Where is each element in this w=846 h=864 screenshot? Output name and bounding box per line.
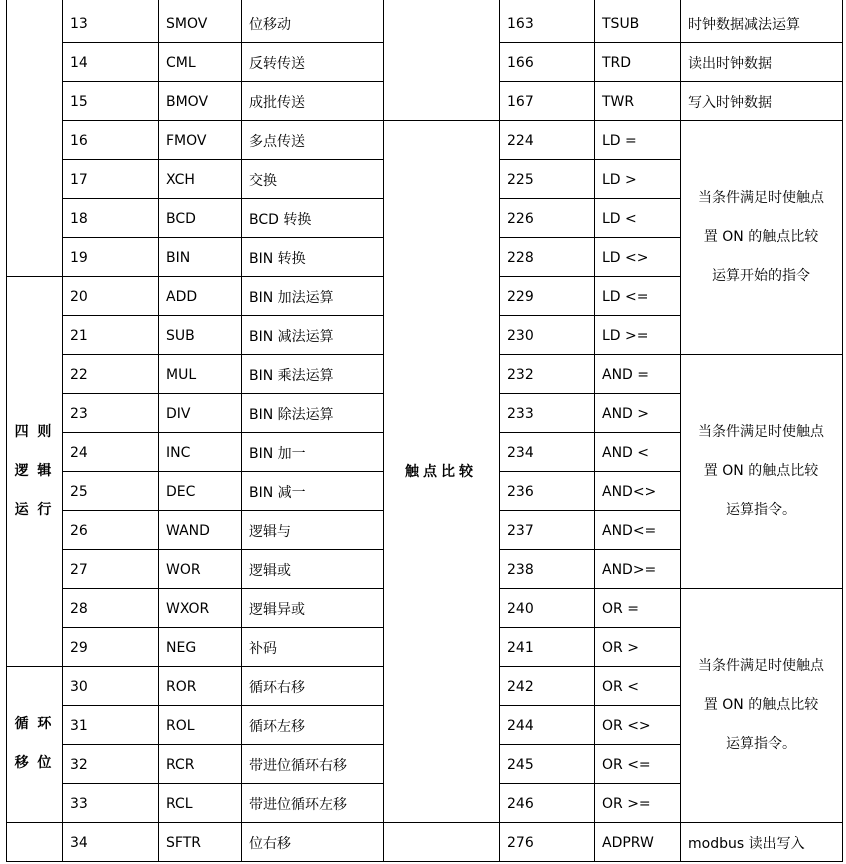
grid-line [842,0,843,862]
left-row-number: 23 [70,406,88,422]
left-row-description: 逻辑异或 [249,602,305,618]
grid-line [499,0,500,862]
grid-line [499,744,681,745]
left-row-mnemonic: XCH [166,172,195,188]
grid-line [62,237,384,238]
grid-line [499,549,681,550]
grid-line [680,354,843,355]
grid-line [680,0,681,862]
left-row-mnemonic: NEG [166,640,197,656]
right-row-number: 241 [507,640,534,656]
grid-line [499,588,681,589]
left-row-mnemonic: INC [166,445,191,461]
grid-line [241,0,242,862]
right-row-mnemonic: AND<> [602,484,657,500]
left-row-description: 补码 [249,641,277,657]
left-row-number: 20 [70,289,88,305]
grid-line [62,744,384,745]
left-row-description: 带进位循环左移 [249,797,347,813]
left-row-number: 16 [70,133,88,149]
grid-line [158,0,159,862]
grid-line [62,0,63,862]
right-row-number: 236 [507,484,534,500]
left-row-mnemonic: SUB [166,328,195,344]
grid-line [62,276,384,277]
grid-line [499,471,681,472]
left-row-description: 成批传送 [249,95,305,111]
grid-line [680,588,843,589]
left-row-number: 13 [70,16,88,32]
grid-line [594,0,595,862]
right-row-description: 读出时钟数据 [688,56,772,72]
right-row-mnemonic: AND > [602,406,650,422]
grid-line [680,81,843,82]
right-row-number: 224 [507,133,534,149]
left-row-number: 27 [70,562,88,578]
right-row-number: 238 [507,562,534,578]
right-row-number: 163 [507,16,534,32]
left-row-mnemonic: RCL [166,796,193,812]
left-row-description: BIN 加一 [249,446,306,462]
left-row-mnemonic: FMOV [166,133,207,149]
left-row-description: BIN 转换 [249,251,306,267]
left-row-mnemonic: DEC [166,484,196,500]
grid-line [62,315,384,316]
right-row-mnemonic: AND < [602,445,650,461]
left-row-description: 位移动 [249,17,291,33]
right-row-number: 225 [507,172,534,188]
right-row-number: 228 [507,250,534,266]
right-row-mnemonic: LD <= [602,289,649,305]
right-row-number: 237 [507,523,534,539]
grid-line [62,120,384,121]
left-row-number: 33 [70,796,88,812]
grid-line [6,822,63,823]
right-row-number: 242 [507,679,534,695]
left-row-mnemonic: WAND [166,523,210,539]
left-row-description: 循环右移 [249,680,305,696]
grid-line [62,393,384,394]
left-row-description: 带进位循环右移 [249,758,347,774]
grid-line [62,666,384,667]
grid-line [6,861,843,862]
right-row-mnemonic: OR <= [602,757,651,773]
right-row-description: 时钟数据减法运算 [688,17,800,33]
left-row-number: 28 [70,601,88,617]
left-row-number: 21 [70,328,88,344]
grid-line [499,666,681,667]
grid-line [499,315,681,316]
left-row-description: BIN 乘法运算 [249,368,334,384]
left-row-mnemonic: BMOV [166,94,209,110]
grid-line [62,471,384,472]
grid-line [62,822,384,823]
grid-line [62,198,384,199]
left-row-description: BIN 除法运算 [249,407,334,423]
right-row-description: modbus 读出写入 [688,836,805,852]
right-row-mnemonic: TSUB [602,16,640,32]
grid-line [62,705,384,706]
right-row-mnemonic: AND = [602,367,650,383]
right-row-number: 232 [507,367,534,383]
grid-line [499,198,681,199]
right-row-mnemonic: OR = [602,601,639,617]
cat-rotate-shift: 循 环 移 位 [14,716,54,771]
grid-line [499,432,681,433]
grid-line [499,627,681,628]
left-row-number: 30 [70,679,88,695]
grid-line [499,237,681,238]
grid-line [499,705,681,706]
left-row-description: BIN 减法运算 [249,329,334,345]
grid-line [680,42,843,43]
left-row-description: 逻辑与 [249,524,291,540]
right-row-number: 246 [507,796,534,812]
grid-line [499,81,681,82]
group-blank-top [383,3,499,120]
grid-line [680,120,843,121]
grid-line [383,0,384,862]
left-row-description: 循环左移 [249,719,305,735]
right-row-mnemonic: OR > [602,640,639,656]
left-row-mnemonic: BIN [166,250,191,266]
left-row-number: 34 [70,835,88,851]
left-row-number: 26 [70,523,88,539]
right-row-number: 226 [507,211,534,227]
right-row-mnemonic: TWR [602,94,635,110]
left-row-description: 位右移 [249,836,291,852]
left-row-number: 15 [70,94,88,110]
cat-blank [6,3,62,276]
grid-line [680,822,843,823]
grid-line [383,120,500,121]
right-row-mnemonic: OR <> [602,718,651,734]
left-row-number: 17 [70,172,88,188]
grid-line [499,783,681,784]
left-row-number: 19 [70,250,88,266]
grid-line [62,510,384,511]
cat-blank-bottom [6,822,62,861]
left-row-number: 18 [70,211,88,227]
grid-line [62,627,384,628]
note-ld: 当条件满足时使触点 置 ON 的触点比较 运算开始的指令 [698,189,824,284]
right-row-mnemonic: LD = [602,133,637,149]
grid-line [6,0,7,862]
right-row-number: 166 [507,55,534,71]
left-row-number: 14 [70,55,88,71]
right-row-mnemonic: LD >= [602,328,649,344]
grid-line [62,354,384,355]
right-row-number: 167 [507,94,534,110]
right-row-mnemonic: ADPRW [602,835,654,851]
right-row-number: 233 [507,406,534,422]
left-row-mnemonic: ROR [166,679,197,695]
grid-line [383,822,500,823]
right-row-number: 245 [507,757,534,773]
left-row-mnemonic: MUL [166,367,197,383]
left-row-description: 反转传送 [249,56,305,72]
grid-line [499,276,681,277]
right-row-mnemonic: AND<= [602,523,657,539]
right-row-mnemonic: OR < [602,679,639,695]
right-row-mnemonic: TRD [602,55,632,71]
left-row-mnemonic: BCD [166,211,196,227]
left-row-number: 29 [70,640,88,656]
right-row-number: 240 [507,601,534,617]
right-row-number: 276 [507,835,534,851]
left-row-number: 25 [70,484,88,500]
right-row-number: 244 [507,718,534,734]
grid-line [62,783,384,784]
grid-line [499,354,681,355]
left-row-mnemonic: ROL [166,718,195,734]
left-row-mnemonic: RCR [166,757,195,773]
grid-line [499,393,681,394]
left-row-description: BIN 加法运算 [249,290,334,306]
grid-line [6,276,63,277]
grid-line [499,120,681,121]
grid-line [62,81,384,82]
grid-line [62,588,384,589]
left-row-description: BIN 减一 [249,485,306,501]
note-or: 当条件满足时使触点 置 ON 的触点比较 运算指令。 [698,657,824,752]
right-row-mnemonic: LD < [602,211,637,227]
left-row-mnemonic: ADD [166,289,198,305]
left-row-description: 交换 [249,173,277,189]
group-blank-bottom [383,822,499,861]
right-row-number: 229 [507,289,534,305]
left-row-number: 31 [70,718,88,734]
right-row-mnemonic: LD <> [602,250,649,266]
grid-line [499,822,681,823]
right-row-mnemonic: AND>= [602,562,657,578]
grid-line [62,42,384,43]
grid-line [62,432,384,433]
right-row-mnemonic: LD > [602,172,637,188]
left-row-mnemonic: WXOR [166,601,210,617]
right-row-number: 230 [507,328,534,344]
left-row-mnemonic: WOR [166,562,201,578]
left-row-mnemonic: SMOV [166,16,208,32]
group-contact-compare: 触点比较 [405,464,477,480]
left-row-description: BCD 转换 [249,212,312,228]
grid-line [62,549,384,550]
cat-four-logic: 四 则 逻 辑 运 行 [14,423,54,518]
left-row-number: 32 [70,757,88,773]
right-row-mnemonic: OR >= [602,796,651,812]
left-row-mnemonic: DIV [166,406,191,422]
left-row-number: 24 [70,445,88,461]
left-row-description: 多点传送 [249,134,305,150]
left-row-number: 22 [70,367,88,383]
note-and: 当条件满足时使触点 置 ON 的触点比较 运算指令。 [698,423,824,518]
left-row-description: 逻辑或 [249,563,291,579]
right-row-number: 234 [507,445,534,461]
grid-line [499,42,681,43]
left-row-mnemonic: SFTR [166,835,201,851]
grid-line [499,159,681,160]
right-row-description: 写入时钟数据 [688,95,772,111]
grid-line [62,159,384,160]
grid-line [6,666,63,667]
grid-line [499,510,681,511]
left-row-mnemonic: CML [166,55,196,71]
